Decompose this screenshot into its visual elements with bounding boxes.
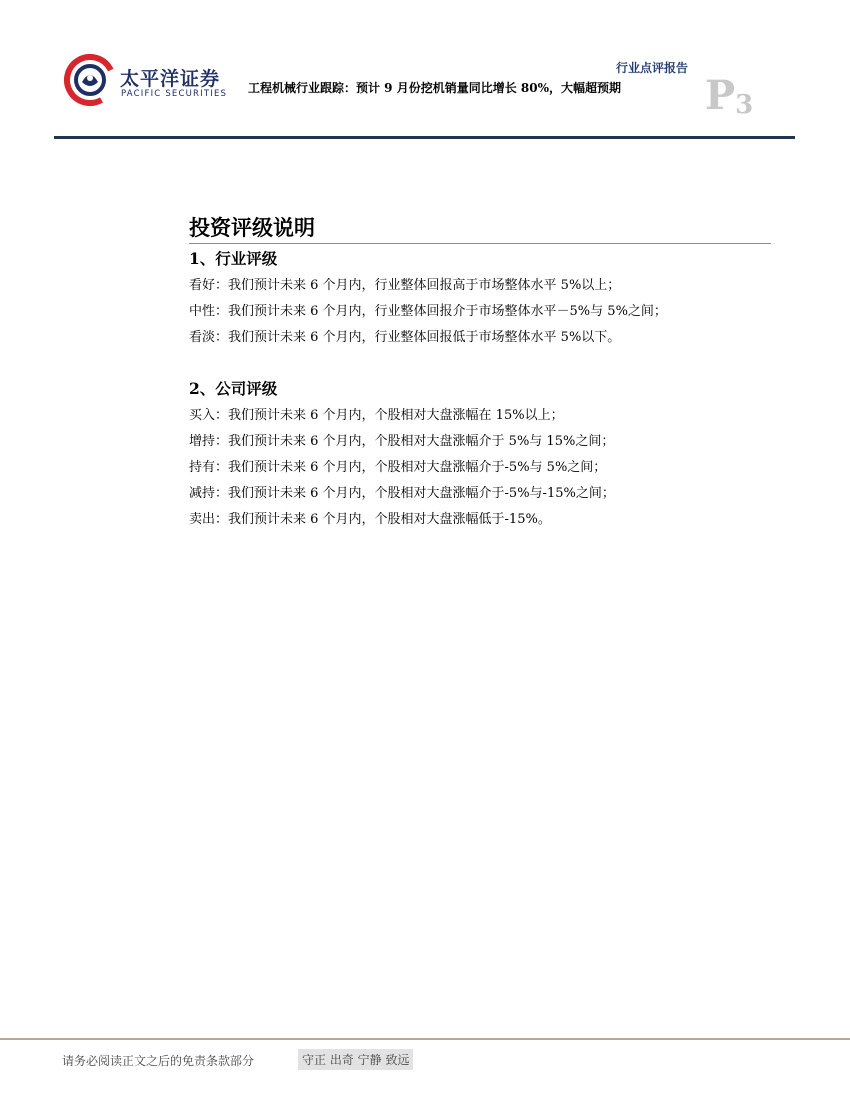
section-title: 投资评级说明 bbox=[189, 212, 771, 244]
industry-rating-line: 中性：我们预计未来 6 个月内，行业整体回报介于市场整体水平－5%与 5%之间； bbox=[189, 304, 667, 319]
footer-motto: 守正 出奇 宁静 致远 bbox=[298, 1049, 413, 1070]
company-rating-line: 持有：我们预计未来 6 个月内，个股相对大盘涨幅介于-5%与 5%之间； bbox=[189, 460, 607, 475]
footer-divider bbox=[0, 1038, 850, 1040]
company-logo bbox=[60, 44, 230, 114]
header-divider bbox=[54, 136, 795, 139]
page-digit: 3 bbox=[735, 90, 754, 120]
report-type-label: 行业点评报告 bbox=[615, 61, 688, 75]
report-title: 工程机械行业跟踪：预计 9 月份挖机销量同比增长 80%，大幅超预期 bbox=[248, 81, 621, 95]
company-rating-line: 买入：我们预计未来 6 个月内，个股相对大盘涨幅在 15%以上； bbox=[189, 408, 564, 423]
company-rating-line: 增持：我们预计未来 6 个月内，个股相对大盘涨幅介于 5%与 15%之间； bbox=[189, 434, 615, 449]
pacific-securities-logo-icon bbox=[60, 44, 116, 110]
company-rating-heading: 2、公司评级 bbox=[189, 379, 278, 398]
page-number bbox=[705, 72, 753, 119]
industry-rating-line: 看好：我们预计未来 6 个月内，行业整体回报高于市场整体水平 5%以上； bbox=[189, 278, 621, 293]
logo-english-name: PACIFIC SECURITIES bbox=[121, 89, 228, 99]
industry-rating-line: 看淡：我们预计未来 6 个月内，行业整体回报低于市场整体水平 5%以下。 bbox=[189, 330, 621, 345]
footer-disclaimer: 请务必阅读正文之后的免责条款部分 bbox=[62, 1054, 255, 1068]
company-rating-line: 卖出：我们预计未来 6 个月内，个股相对大盘涨幅低于-15%。 bbox=[189, 512, 551, 527]
rating-explanation bbox=[189, 212, 771, 533]
industry-rating-heading: 1、行业评级 bbox=[189, 249, 278, 268]
page-letter: P bbox=[705, 72, 736, 119]
logo-chinese-name: 太平洋证券 bbox=[120, 68, 221, 90]
company-rating-line: 减持：我们预计未来 6 个月内，个股相对大盘涨幅介于-5%与-15%之间； bbox=[189, 486, 615, 501]
